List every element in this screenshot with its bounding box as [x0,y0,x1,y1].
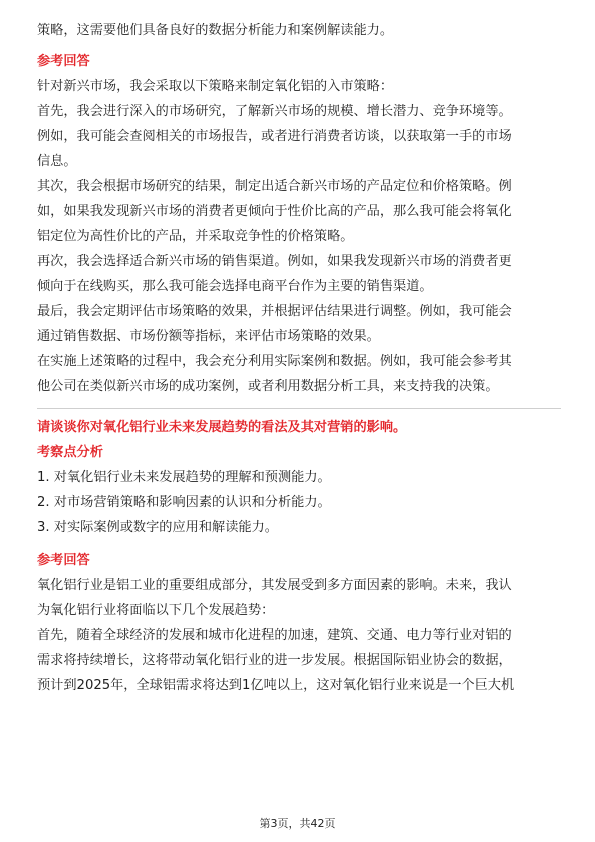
answer1-line: 倾向于在线购买，那么我可能会选择电商平台作为主要的销售渠道。 [37,279,433,294]
analysis-item: 1. 对氧化铝行业未来发展趋势的理解和预测能力。 [37,470,331,485]
analysis-item: 3. 对实际案例或数字的应用和解读能力。 [37,520,278,535]
page-content [37,18,561,698]
answer1-line: 铝定位为高性价比的产品，并采取竞争性的价格策略。 [37,229,354,244]
answer1-heading: 参考回答 [37,54,90,69]
answer1-line: 再次，我会选择适合新兴市场的销售渠道。例如，如果我发现新兴市场的消费者更 [37,254,512,269]
answer1-line: 首先，我会进行深入的市场研究，了解新兴市场的规模、增长潜力、竞争环境等。 [37,104,512,119]
answer1-line: 例如，我可能会查阅相关的市场报告，或者进行消费者访谈，以获取第一手的市场 [37,129,512,144]
page-footer: 第3页，共42页 [259,817,336,830]
answer1-line: 通过销售数据、市场份额等指标，来评估市场策略的效果。 [37,329,380,344]
answer2-heading: 参考回答 [37,553,90,568]
answer2-line: 预计到2025年，全球铝需求将达到1亿吨以上，这对氧化铝行业来说是一个巨大机 [37,678,515,693]
answer2-line: 氧化铝行业是铝工业的重要组成部分，其发展受到多方面因素的影响。未来，我认 [37,578,512,593]
answer1-line: 信息。 [37,154,77,169]
answer1-line: 在实施上述策略的过程中，我会充分利用实际案例和数据。例如，我可能会参考其 [37,354,512,369]
answer1-line: 如，如果我发现新兴市场的消费者更倾向于性价比高的产品，那么我可能会将氧化 [37,204,512,219]
answer2-line: 为氧化铝行业将面临以下几个发展趋势： [37,603,275,618]
answer1-line: 他公司在类似新兴市场的成功案例，或者利用数据分析工具，来支持我的决策。 [37,379,499,394]
answer1-body [37,74,561,399]
answer1-line: 最后，我会定期评估市场策略的效果，并根据评估结果进行调整。例如，我可能会 [37,304,512,319]
answer2-line: 需求将持续增长，这将带动氧化铝行业的进一步发展。根据国际铝业协会的数据， [37,653,512,668]
answer2-line: 首先，随着全球经济的发展和城市化进程的加速，建筑、交通、电力等行业对铝的 [37,628,512,643]
analysis-list [37,465,561,540]
analysis-heading: 考察点分析 [37,445,103,460]
intro-line: 策略，这需要他们具备良好的数据分析能力和案例解读能力。 [37,23,394,38]
answer1-line: 其次，我会根据市场研究的结果，制定出适合新兴市场的产品定位和价格策略。例 [37,179,512,194]
analysis-item: 2. 对市场营销策略和影响因素的认识和分析能力。 [37,495,331,510]
answer2-body [37,573,561,698]
question2-title: 请谈谈你对氧化铝行业未来发展趋势的看法及其对营销的影响。 [37,420,407,435]
section-divider [37,408,561,409]
answer1-line: 针对新兴市场，我会采取以下策略来制定氧化铝的入市策略： [37,79,394,94]
